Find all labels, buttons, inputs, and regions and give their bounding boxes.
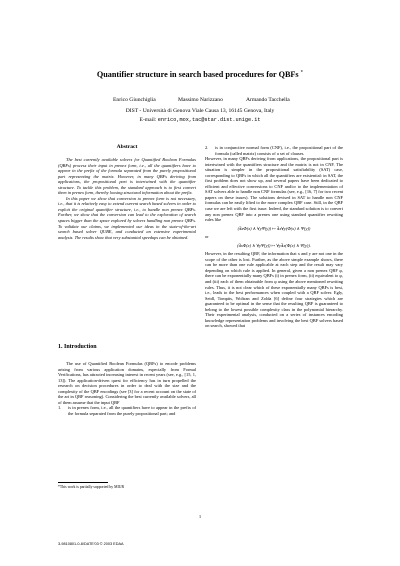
affiliation: DIST - Università di Genova Viale Causa 13, 16145 Genova, Italy (125, 108, 275, 114)
paper-title (0, 70, 400, 79)
email-address: enrico,mox,tac@star.dist.unige.it (157, 117, 261, 123)
author-3: Armando Tacchella (246, 97, 290, 103)
list-item-text: is in prenex form, i.e., all the quantifiers have to appear in the prefix of the formula separated from the purely propositional part; and (68, 405, 196, 416)
paper-title-text: Quantifier structure in search based procedures for QBFs (96, 70, 299, 79)
abstract-paragraph-1: The best currently available solvers for Quantified Boolean Formulas (QBFs) process their input in prenex form, i.e., all the quantifiers have to appear in the prefix of the formula separated from the purely propositional part representing the matrix. However, in many QBFs deriving from applications, the propositional part is intertwined with the quantifier structure. To tackle this problem, the standard approach is to first convert them in prenex form, thereby loosing structural information about the prefix. (58, 157, 196, 196)
footnote: *This work is partially supported by MIUR (58, 485, 125, 489)
list-item-text: is in conjunctive normal form (CNF), i.e., the propositional part of the formula (called matrix) consists of a set of clauses. (215, 145, 343, 156)
right-column-top (205, 145, 343, 329)
footnote-rule (58, 482, 108, 483)
introduction-body (58, 361, 196, 416)
intro-paragraph-1: The use of Quantified Boolean Formulas (QBFs) to encode problems arising from various application domains, especially from Formal Verifications, has attracted increasing interest in recent years (see, e.g., [15, 1, 13]). The application-driven quest for efficiency has in turn propelled the research on decision procedures in order to deal with the size and the complexity of the QBF encodings (see [3] for a recent account on the state of the art in QBF reasoning). Considering the best currently available solvers, all of them assume that the input QBF (58, 361, 196, 405)
list-item-number: 1. (58, 405, 62, 411)
email-label: E-mail: (139, 117, 157, 123)
copyright-line: 3-9810801-0-8/DATE'03 © 2003 EDAA (58, 542, 124, 546)
page-number: 1 (198, 514, 202, 519)
abstract-heading: Abstract (116, 144, 138, 150)
formula-2: (∃xΦ(x) ∧ ∀yΨ(y)) ↦ ∀y∃x(Φ(x) ∧ Ψ(y)). (237, 242, 311, 248)
formula-1: (∃xΦ(x) ∧ ∀yΨ(y)) ↦ ∃x∀y(Φ(x) ∧ Ψ(y)) (237, 225, 311, 231)
abstract-paragraph-2: In this paper we show that conversion to prenex form is not necessary, i.e., that it is relatively easy to extend current search based solvers in order to exploit the original quantifier structure, i.e., to handle non prenex QBFs. Further, we show that the conversion can lead to the exploration of search spaces bigger than the space explored by solvers handling non prenex QBFs. To validate our claims, we implemented our ideas in the state-of-the-art search based solver QUBE, and conducted an extensive experimental analysis. The results show that very substantial speedups can be obtained. (58, 195, 196, 240)
author-1: Enrico Giunchiglia (113, 97, 156, 103)
author-2: Massimo Narizzano (178, 97, 223, 103)
section-heading: 1. Introduction (58, 344, 97, 350)
abstract-body (58, 157, 196, 240)
intro-list-item-1 (58, 405, 196, 416)
list-item-number: 2. (205, 145, 209, 150)
email-line (0, 117, 400, 123)
title-footnote-mark: * (300, 70, 304, 76)
right-paragraph-1: However, in many QBFs deriving from applications, the propositional part is intertwined with the quantifiers structure and the matrix is not in CNF. The situation is simpler in the propositional satisfiability (SAT) case, corresponding to QBFs in which all the quantifiers are existential: in SAT, the first problem does not show up, and several papers have been dedicated to efficient and effective conversions to CNF and/or to the implementation of SAT solvers able to handle non CNF formulas (see, e.g., [16, 7] for two recent papers on these issues). The solutions devised in SAT to handle non CNF formulas can be easily lifted to the more complex QBF case. Still, in the QBF case we are left with the first issue. Indeed, the standard solution is to convert any non prenex QBF into a prenex one using standard quantifier rewriting rules like (205, 156, 343, 223)
right-paragraph-2: However, in the resulting QBF, the information that x and y are not one in the scope of the other is lost. Further, as the above simple example shows, there can be more than one rule applicable at each step and the result may vary depending on which rule is applied. In general, given a non prenex QBF φ, there can be exponentially many QBFs (i) in prenex form, (ii) equivalent to φ, and (iii) each of them obtainable from φ using the above mentioned rewriting rules. Thus, it is not clear which of these exponentially many QBFs is best, i.e., leads to the best performances when coupled with a QBF solver. Egly, Seidl, Tompits, Woltran and Zolda [6] define four strategies which are guaranteed to be optimal in the sense that the resulting QBF is guaranteed to belong to the lowest possible complexity class in the polynomial hierarchy. Their experimental analysis, conducted on a series of instances encoding knowledge representation problems and involving the best QBF solvers based on search, showed that (205, 251, 343, 329)
intro-list (58, 405, 196, 416)
or-text: or (205, 234, 209, 240)
intro-list-item-2 (205, 145, 343, 156)
